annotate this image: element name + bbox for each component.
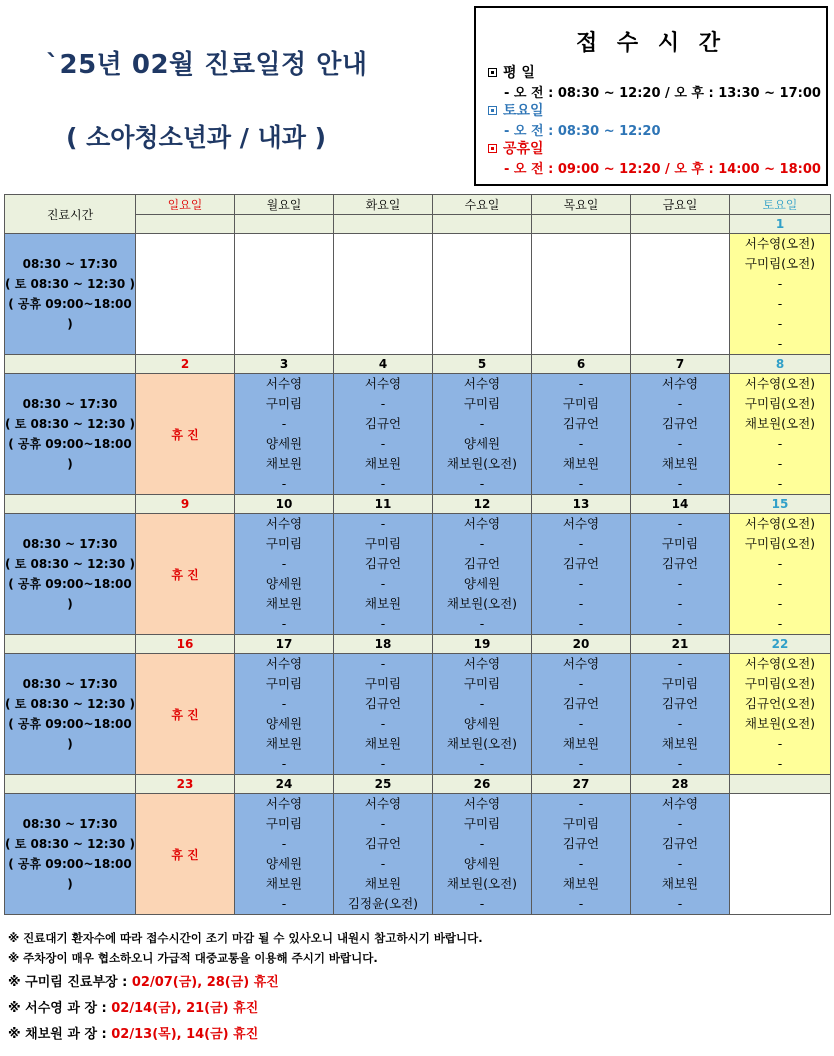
doctor-entry: 김규언	[562, 556, 600, 571]
doctor-entry: -	[578, 376, 584, 391]
doctor-day-cell	[235, 794, 334, 915]
hours-line: 08:30 ~ 17:30	[22, 817, 118, 831]
doctor-day-cell	[631, 794, 730, 915]
doctor-entry: -	[677, 856, 683, 871]
day-header: 금요일	[631, 195, 730, 215]
closed-day-cell: 휴 진	[136, 654, 235, 775]
date-number	[334, 215, 433, 234]
doctor-day-cell	[631, 374, 730, 495]
day-header: 수요일	[433, 195, 532, 215]
date-row	[5, 355, 831, 374]
time-header: 진료시간	[5, 195, 136, 234]
date-number: 14	[631, 495, 730, 514]
doctor-entry: 서수영	[463, 656, 501, 671]
doctor-entry: 구미림	[265, 536, 303, 551]
doctor-day-cell	[235, 374, 334, 495]
doctor-day-cell	[532, 654, 631, 775]
doctor-entry: 김규언(오전)	[744, 696, 816, 711]
doctor-day-cell	[433, 794, 532, 915]
doctor-day-cell	[433, 514, 532, 635]
doctor-entry: -	[777, 756, 783, 771]
doctor-entry: -	[380, 436, 386, 451]
day-header: 토요일	[730, 195, 831, 215]
doctor-day-cell	[730, 654, 831, 775]
doctor-entry: 채보원	[661, 876, 699, 891]
day-header: 월요일	[235, 195, 334, 215]
doctor-entry: -	[281, 756, 287, 771]
date-number: 4	[334, 355, 433, 374]
doctor-entry: -	[777, 736, 783, 751]
doctor-entry: -	[578, 616, 584, 631]
closed-day-cell: 휴 진	[136, 794, 235, 915]
doctor-day-cell	[730, 514, 831, 635]
doctor-entry: -	[677, 516, 683, 531]
doctor-entry: -	[479, 836, 485, 851]
date-number: 2	[136, 355, 235, 374]
doctor-entry: -	[281, 896, 287, 911]
day-header: 화요일	[334, 195, 433, 215]
doctor-entry: 채보원(오전)	[744, 716, 816, 731]
doctor-entry: 채보원	[364, 736, 402, 751]
date-number: 13	[532, 495, 631, 514]
doctor-entry: 구미림	[562, 816, 600, 831]
doctor-entry: -	[380, 396, 386, 411]
doctor-entry: -	[777, 576, 783, 591]
weekday-time: - 오 전 : 08:30 ~ 12:20 / 오 후 : 13:30 ~ 17:00	[504, 86, 821, 101]
doctor-day-cell	[334, 654, 433, 775]
doctor-entry: -	[777, 296, 783, 311]
doctor-entry: -	[380, 616, 386, 631]
doctor-entry: -	[281, 556, 287, 571]
hours-cell	[5, 374, 136, 495]
date-number: 22	[730, 635, 831, 654]
weekday-label	[488, 62, 535, 82]
hours-cell	[5, 794, 136, 915]
doctor-entry: 채보원(오전)	[446, 456, 518, 471]
doctor-entry: 서수영	[265, 376, 303, 391]
closure-label: ※ 채보원 과 장 :	[8, 1027, 107, 1042]
doctor-entry: -	[777, 436, 783, 451]
doctor-entry: 채보원	[562, 456, 600, 471]
date-number: 28	[631, 775, 730, 794]
doctor-entry: 구미림	[463, 816, 501, 831]
doctor-entry: 서수영	[364, 796, 402, 811]
doctor-entry: -	[677, 656, 683, 671]
doctor-entry: 구미림	[463, 396, 501, 411]
doctor-entry: 채보원	[265, 876, 303, 891]
doctor-entry: -	[777, 556, 783, 571]
note-parking: ※ 주차장이 매우 협소하오니 가급적 대중교통을 이용해 주시기 바랍니다.	[8, 951, 378, 965]
doctor-entry: 채보원(오전)	[446, 596, 518, 611]
date-number: 1	[730, 215, 831, 234]
hours-line: ( 공휴 09:00~18:00 )	[8, 437, 132, 471]
hours-line: ( 공휴 09:00~18:00 )	[8, 857, 132, 891]
doctor-entry: 구미림	[661, 676, 699, 691]
doctor-entry: -	[380, 476, 386, 491]
date-number: 8	[730, 355, 831, 374]
doctor-entry: 김규언	[562, 836, 600, 851]
date-number	[136, 215, 235, 234]
doctor-entry: 김규언	[661, 836, 699, 851]
hours-line: ( 토 08:30 ~ 12:30 )	[5, 557, 135, 571]
doctor-entry: 채보원	[265, 736, 303, 751]
date-number: 11	[334, 495, 433, 514]
doctor-day-cell	[334, 374, 433, 495]
date-number: 24	[235, 775, 334, 794]
closure-dates: 02/13(목), 14(금) 휴진	[106, 1027, 259, 1042]
doctor-entry: 양세원	[463, 716, 501, 731]
square-bullet-icon	[488, 68, 497, 77]
empty-day-cell	[730, 794, 831, 915]
doctor-entry: 서수영	[562, 656, 600, 671]
doctor-entry: 김규언	[364, 416, 402, 431]
reception-hours-title: 접 수 시 간	[576, 31, 726, 56]
date-row-spacer	[5, 775, 136, 794]
doctor-entry: -	[380, 756, 386, 771]
square-bullet-icon	[488, 106, 497, 115]
doctor-entry: -	[578, 576, 584, 591]
doctor-entry: 양세원	[463, 436, 501, 451]
doctor-entry: -	[281, 416, 287, 431]
doctor-day-cell	[235, 654, 334, 775]
doctor-entry: 구미림	[364, 536, 402, 551]
doctor-entry: -	[380, 576, 386, 591]
doctor-entry: 양세원	[463, 856, 501, 871]
doctor-entry: 구미림(오전)	[744, 396, 816, 411]
doctor-entry: 서수영	[463, 516, 501, 531]
hours-line: ( 토 08:30 ~ 12:30 )	[5, 697, 135, 711]
doctor-entry: 구미림	[364, 676, 402, 691]
empty-day-cell	[235, 234, 334, 355]
doctor-day-cell	[532, 374, 631, 495]
doctor-entry: -	[479, 536, 485, 551]
hours-line: 08:30 ~ 17:30	[22, 397, 118, 411]
doctor-entry: 양세원	[463, 576, 501, 591]
doctor-entry: -	[677, 396, 683, 411]
saturday-label-text: 토요일	[503, 103, 544, 119]
doctor-entry: 양세원	[265, 716, 303, 731]
doctor-entry: -	[777, 336, 783, 351]
date-number: 25	[334, 775, 433, 794]
doctor-entry: 구미림(오전)	[744, 676, 816, 691]
doctor-entry: 구미림(오전)	[744, 256, 816, 271]
doctor-day-cell	[631, 514, 730, 635]
doctor-entry: 김정윤(오전)	[347, 896, 419, 911]
empty-day-cell	[532, 234, 631, 355]
closure-line	[8, 1022, 483, 1048]
doctor-entry: 채보원	[265, 456, 303, 471]
doctor-entry: 서수영(오전)	[744, 656, 816, 671]
doctor-entry: 구미림	[562, 396, 600, 411]
doctor-entry: 김규언	[562, 416, 600, 431]
hours-cell	[5, 514, 136, 635]
doctor-entry: -	[578, 436, 584, 451]
doctor-entry: 채보원(오전)	[446, 736, 518, 751]
doctor-day-cell	[433, 374, 532, 495]
notes	[8, 928, 483, 1048]
page-subtitle: ( 소아청소년과 / 내과 )	[66, 123, 326, 152]
closure-label: ※ 구미림 진료부장 :	[8, 975, 128, 990]
date-number: 26	[433, 775, 532, 794]
doctor-entry: 채보원	[364, 596, 402, 611]
doctor-entry: -	[380, 856, 386, 871]
doctor-entry: -	[578, 596, 584, 611]
week-row	[5, 374, 831, 495]
doctor-entry: 양세원	[265, 576, 303, 591]
doctor-entry: -	[677, 816, 683, 831]
hours-line: ( 공휴 09:00~18:00 )	[8, 297, 132, 331]
date-row-spacer	[5, 635, 136, 654]
doctor-entry: 양세원	[265, 856, 303, 871]
doctor-entry: 서수영	[661, 376, 699, 391]
date-row-spacer	[5, 495, 136, 514]
hours-line: 08:30 ~ 17:30	[22, 537, 118, 551]
doctor-entry: 서수영	[562, 516, 600, 531]
doctor-entry: -	[777, 596, 783, 611]
doctor-entry: -	[380, 716, 386, 731]
doctor-day-cell	[730, 374, 831, 495]
doctor-entry: 서수영	[364, 376, 402, 391]
date-number: 7	[631, 355, 730, 374]
doctor-entry: 서수영(오전)	[744, 376, 816, 391]
date-number: 5	[433, 355, 532, 374]
reception-hours-box	[474, 6, 828, 186]
doctor-entry: 양세원	[265, 436, 303, 451]
date-number: 23	[136, 775, 235, 794]
doctor-entry: 서수영(오전)	[744, 236, 816, 251]
doctor-entry: -	[677, 576, 683, 591]
hours-line: ( 토 08:30 ~ 12:30 )	[5, 837, 135, 851]
doctor-entry: 구미림	[265, 816, 303, 831]
date-number	[532, 215, 631, 234]
doctor-entry: -	[281, 616, 287, 631]
empty-day-cell	[136, 234, 235, 355]
doctor-entry: -	[578, 676, 584, 691]
date-number	[730, 775, 831, 794]
hours-line: ( 토 08:30 ~ 12:30 )	[5, 417, 135, 431]
doctor-day-cell	[334, 794, 433, 915]
doctor-entry: -	[479, 416, 485, 431]
doctor-entry: 구미림	[265, 396, 303, 411]
doctor-entry: -	[677, 476, 683, 491]
week-row	[5, 654, 831, 775]
closure-label: ※ 서수영 과 장 :	[8, 1001, 107, 1016]
empty-day-cell	[433, 234, 532, 355]
doctor-entry: -	[777, 476, 783, 491]
doctor-entry: -	[677, 756, 683, 771]
empty-day-cell	[334, 234, 433, 355]
doctor-entry: 서수영(오전)	[744, 516, 816, 531]
doctor-entry: 채보원(오전)	[446, 876, 518, 891]
doctor-entry: 김규언	[364, 556, 402, 571]
doctor-entry: 구미림	[265, 676, 303, 691]
page-title: `25년 02월 진료일정 안내	[46, 50, 368, 80]
doctor-entry: -	[380, 516, 386, 531]
doctor-entry: 구미림	[463, 676, 501, 691]
closure-line	[8, 996, 483, 1022]
doctor-entry: 채보원	[364, 876, 402, 891]
doctor-entry: 구미림(오전)	[744, 536, 816, 551]
doctor-day-cell	[532, 514, 631, 635]
doctor-entry: -	[281, 696, 287, 711]
weekday-label-text: 평 일	[503, 65, 535, 81]
doctor-entry: -	[380, 656, 386, 671]
empty-day-cell	[631, 234, 730, 355]
date-number: 6	[532, 355, 631, 374]
doctor-entry: -	[578, 476, 584, 491]
date-number	[235, 215, 334, 234]
doctor-entry: -	[777, 616, 783, 631]
doctor-entry: -	[578, 856, 584, 871]
date-number: 18	[334, 635, 433, 654]
doctor-entry: 서수영	[661, 796, 699, 811]
date-row-spacer	[5, 355, 136, 374]
doctor-entry: 김규언	[364, 836, 402, 851]
date-number: 10	[235, 495, 334, 514]
hours-line: ( 공휴 09:00~18:00 )	[8, 577, 132, 611]
date-number: 27	[532, 775, 631, 794]
square-bullet-icon	[488, 144, 497, 153]
doctor-entry: 채보원	[661, 456, 699, 471]
doctor-entry: -	[479, 896, 485, 911]
doctor-entry: 채보원	[562, 876, 600, 891]
doctor-entry: 채보원	[562, 736, 600, 751]
date-number	[433, 215, 532, 234]
day-header: 목요일	[532, 195, 631, 215]
doctor-entry: 서수영	[265, 516, 303, 531]
doctor-entry: -	[677, 596, 683, 611]
doctor-entry: -	[479, 696, 485, 711]
doctor-entry: -	[777, 316, 783, 331]
doctor-entry: -	[578, 756, 584, 771]
date-number: 3	[235, 355, 334, 374]
closure-line	[8, 970, 483, 996]
doctor-entry: 채보원	[364, 456, 402, 471]
saturday-time: - 오 전 : 08:30 ~ 12:20	[504, 124, 661, 139]
doctor-day-cell	[433, 654, 532, 775]
week-row	[5, 234, 831, 355]
doctor-entry: 서수영	[463, 796, 501, 811]
doctor-entry: 김규언	[364, 696, 402, 711]
doctor-entry: -	[578, 796, 584, 811]
date-row	[5, 635, 831, 654]
date-number: 9	[136, 495, 235, 514]
doctor-entry: -	[777, 276, 783, 291]
doctor-entry: 서수영	[463, 376, 501, 391]
date-row	[5, 775, 831, 794]
doctor-entry: -	[479, 476, 485, 491]
date-number: 21	[631, 635, 730, 654]
week-row	[5, 514, 831, 635]
saturday-label	[488, 100, 544, 120]
doctor-entry: -	[479, 756, 485, 771]
day-header: 일요일	[136, 195, 235, 215]
holiday-label-text: 공휴일	[503, 141, 544, 157]
date-number: 15	[730, 495, 831, 514]
doctor-entry: -	[380, 816, 386, 831]
hours-cell	[5, 654, 136, 775]
date-number: 12	[433, 495, 532, 514]
doctor-day-cell	[631, 654, 730, 775]
doctor-entry: 서수영	[265, 796, 303, 811]
date-number: 16	[136, 635, 235, 654]
doctor-entry: 김규언	[463, 556, 501, 571]
holiday-time: - 오 전 : 09:00 ~ 12:20 / 오 후 : 14:00 ~ 18:00	[504, 162, 821, 177]
doctor-entry: 김규언	[661, 416, 699, 431]
date-number	[631, 215, 730, 234]
note-waiting: ※ 진료대기 환자수에 따라 접수시간이 조기 마감 될 수 있사오니 내원시 참고하시기 바랍니다.	[8, 931, 483, 945]
doctor-entry: 김규언	[661, 696, 699, 711]
doctor-day-cell	[532, 794, 631, 915]
doctor-entry: -	[578, 896, 584, 911]
closure-dates: 02/07(금), 28(금) 휴진	[127, 975, 279, 990]
doctor-entry: 채보원	[265, 596, 303, 611]
doctor-entry: -	[578, 716, 584, 731]
hours-line: ( 공휴 09:00~18:00 )	[8, 717, 132, 751]
closure-dates: 02/14(금), 21(금) 휴진	[106, 1001, 259, 1016]
doctor-day-cell	[730, 234, 831, 355]
date-number: 20	[532, 635, 631, 654]
doctor-entry: 채보원(오전)	[744, 416, 816, 431]
hours-line: ( 토 08:30 ~ 12:30 )	[5, 277, 135, 291]
doctor-entry: 서수영	[265, 656, 303, 671]
doctor-entry: -	[777, 456, 783, 471]
closed-day-cell: 휴 진	[136, 514, 235, 635]
doctor-entry: -	[677, 896, 683, 911]
doctor-entry: 채보원	[661, 736, 699, 751]
doctor-entry: -	[281, 476, 287, 491]
hours-cell	[5, 234, 136, 355]
date-number: 19	[433, 635, 532, 654]
hours-line: 08:30 ~ 17:30	[22, 257, 118, 271]
day-header-row	[5, 195, 831, 215]
doctor-entry: -	[578, 536, 584, 551]
date-number: 17	[235, 635, 334, 654]
doctor-day-cell	[334, 514, 433, 635]
date-row	[5, 495, 831, 514]
doctor-entry: -	[479, 616, 485, 631]
doctor-entry: 구미림	[661, 536, 699, 551]
doctor-entry: -	[677, 716, 683, 731]
holiday-label	[488, 138, 544, 158]
doctor-entry: -	[677, 436, 683, 451]
doctor-entry: -	[281, 836, 287, 851]
doctor-entry: 김규언	[661, 556, 699, 571]
closed-day-cell: 휴 진	[136, 374, 235, 495]
week-row	[5, 794, 831, 915]
schedule-calendar	[4, 194, 831, 915]
hours-line: 08:30 ~ 17:30	[22, 677, 118, 691]
doctor-entry: -	[677, 616, 683, 631]
doctor-day-cell	[235, 514, 334, 635]
doctor-entry: 김규언	[562, 696, 600, 711]
